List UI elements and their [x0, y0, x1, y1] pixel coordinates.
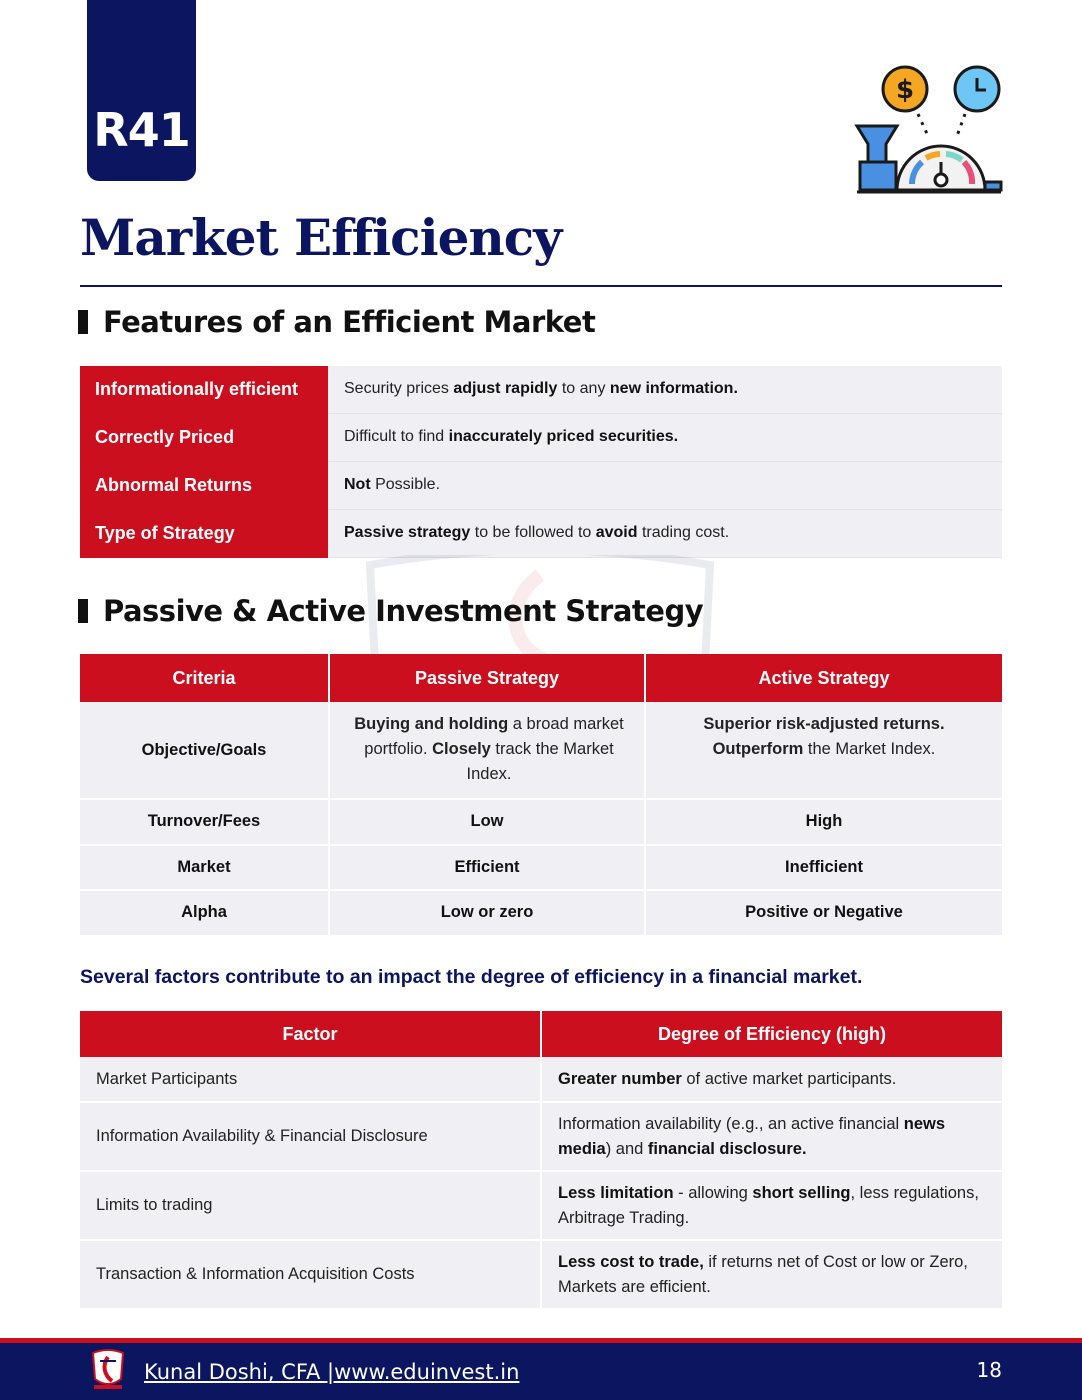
- degree-cell: [541, 1171, 1002, 1240]
- active-cell: Positive or Negative: [645, 890, 1002, 936]
- header-degree: Degree of Efficiency (high): [541, 1011, 1002, 1057]
- footer-website-link[interactable]: Kunal Doshi, CFA |www.eduinvest.in: [144, 1360, 520, 1384]
- factors-intro: Several factors contribute to an impact the degree of efficiency in a financial market.: [80, 966, 863, 988]
- feature-value: [328, 510, 1002, 558]
- active-text: the Market Index.: [803, 740, 936, 758]
- page-title: Market Efficiency: [80, 208, 562, 267]
- passive-cell: [329, 702, 645, 799]
- svg-text:$: $: [895, 75, 915, 105]
- passive-cell: Efficient: [329, 845, 645, 891]
- header-passive: Passive Strategy: [329, 654, 645, 702]
- feature-value-text: Not: [344, 476, 371, 494]
- degree-text: financial disclosure.: [647, 1139, 807, 1158]
- title-divider: [80, 285, 1002, 287]
- feature-key: Abnormal Returns: [80, 462, 328, 510]
- degree-text: news media: [558, 1114, 946, 1158]
- active-text: Superior risk-adjusted returns.: [703, 715, 945, 733]
- feature-value-text: new information.: [609, 380, 738, 398]
- feature-value-text: adjust rapidly: [453, 380, 558, 398]
- degree-cell: [541, 1057, 1002, 1102]
- table-row: [80, 1057, 1002, 1102]
- factor-cell: Information Availability & Financial Disclosure: [80, 1102, 541, 1171]
- degree-cell: [541, 1240, 1002, 1309]
- feature-value-text: [344, 428, 678, 446]
- table-row: [80, 799, 1002, 845]
- passive-text: track the Market Index.: [466, 740, 614, 783]
- passive-cell: Low or zero: [329, 890, 645, 936]
- heading-bar: [78, 310, 88, 334]
- feature-key: Correctly Priced: [80, 414, 328, 462]
- table-row: [80, 1240, 1002, 1309]
- degree-text: if returns net of Cost or low or Zero, Markets are efficient.: [558, 1252, 968, 1296]
- table-row: [80, 890, 1002, 936]
- table-row: [80, 1171, 1002, 1240]
- feature-value: [328, 366, 1002, 414]
- criteria-cell: Market: [80, 845, 329, 891]
- degree-text: Less limitation: [558, 1183, 674, 1202]
- header-active: Active Strategy: [645, 654, 1002, 702]
- feature-value-text: Security prices: [344, 380, 454, 398]
- active-cell: High: [645, 799, 1002, 845]
- eduinvest-logo-icon: [90, 1349, 126, 1391]
- passive-cell: Low: [329, 799, 645, 845]
- efficiency-gauge-icon: [852, 64, 1004, 196]
- strategy-heading: [78, 594, 703, 628]
- factors-table: [80, 1011, 1002, 1310]
- features-table: [80, 366, 1002, 558]
- degree-text: short selling: [752, 1183, 851, 1202]
- degree-cell: [541, 1102, 1002, 1171]
- page-number: 18: [976, 1358, 1002, 1382]
- active-text: Outperform: [712, 740, 804, 758]
- feature-row: [80, 414, 1002, 462]
- degree-text: Information availability (e.g., an active financial: [558, 1114, 904, 1133]
- feature-value-text: Possible.: [370, 476, 441, 494]
- passive-text: Closely: [432, 740, 491, 758]
- header-criteria: Criteria: [80, 654, 329, 702]
- feature-row: [80, 366, 1002, 414]
- feature-value: [328, 462, 1002, 510]
- passive-text: Buying and holding: [354, 715, 509, 733]
- chapter-tag-label: R41: [93, 103, 190, 157]
- feature-value-text: avoid: [595, 524, 638, 542]
- strategy-heading-text: Passive & Active Investment Strategy: [103, 594, 704, 628]
- feature-value-text: [344, 476, 440, 494]
- feature-value-text: Passive strategy: [344, 524, 471, 542]
- degree-text: , less regulations, Arbitrage Trading.: [558, 1183, 979, 1227]
- factor-cell: Market Participants: [80, 1057, 541, 1102]
- footer: [0, 1343, 1082, 1400]
- strategy-table: [80, 654, 1002, 937]
- heading-bar: [78, 599, 88, 623]
- table-row: [80, 845, 1002, 891]
- feature-key: Type of Strategy: [80, 510, 328, 558]
- factor-cell: Transaction & Information Acquisition Costs: [80, 1240, 541, 1309]
- feature-row: [80, 510, 1002, 558]
- feature-value-text: [344, 524, 729, 542]
- strategy-header-row: [80, 654, 1002, 702]
- feature-value: [328, 414, 1002, 462]
- feature-value-text: trading cost.: [637, 524, 730, 542]
- degree-text: Less cost to trade,: [558, 1252, 704, 1271]
- factors-header-row: [80, 1011, 1002, 1057]
- table-row: [80, 702, 1002, 799]
- table-row: [80, 1102, 1002, 1171]
- criteria-cell: Objective/Goals: [80, 702, 329, 799]
- criteria-cell: Alpha: [80, 890, 329, 936]
- factor-cell: Limits to trading: [80, 1171, 541, 1240]
- feature-value-text: [344, 380, 738, 398]
- feature-row: [80, 462, 1002, 510]
- feature-key: Informationally efficient: [80, 366, 328, 414]
- passive-text: a broad market portfolio.: [364, 715, 624, 758]
- feature-value-text: inaccurately priced securities.: [448, 428, 679, 446]
- header-factor: Factor: [80, 1011, 541, 1057]
- active-cell: Inefficient: [645, 845, 1002, 891]
- feature-value-text: Difficult to find: [344, 428, 449, 446]
- degree-text: ) and: [605, 1139, 648, 1158]
- degree-text: - allowing: [673, 1183, 753, 1202]
- features-heading: [78, 305, 595, 339]
- feature-value-text: to be followed to: [470, 524, 596, 542]
- chapter-tag: [87, 0, 196, 181]
- degree-text: Greater number: [558, 1069, 682, 1088]
- features-heading-text: Features of an Efficient Market: [103, 305, 596, 339]
- feature-value-text: to any: [557, 380, 610, 398]
- criteria-cell: Turnover/Fees: [80, 799, 329, 845]
- degree-text: of active market participants.: [681, 1069, 897, 1088]
- active-cell: [645, 702, 1002, 799]
